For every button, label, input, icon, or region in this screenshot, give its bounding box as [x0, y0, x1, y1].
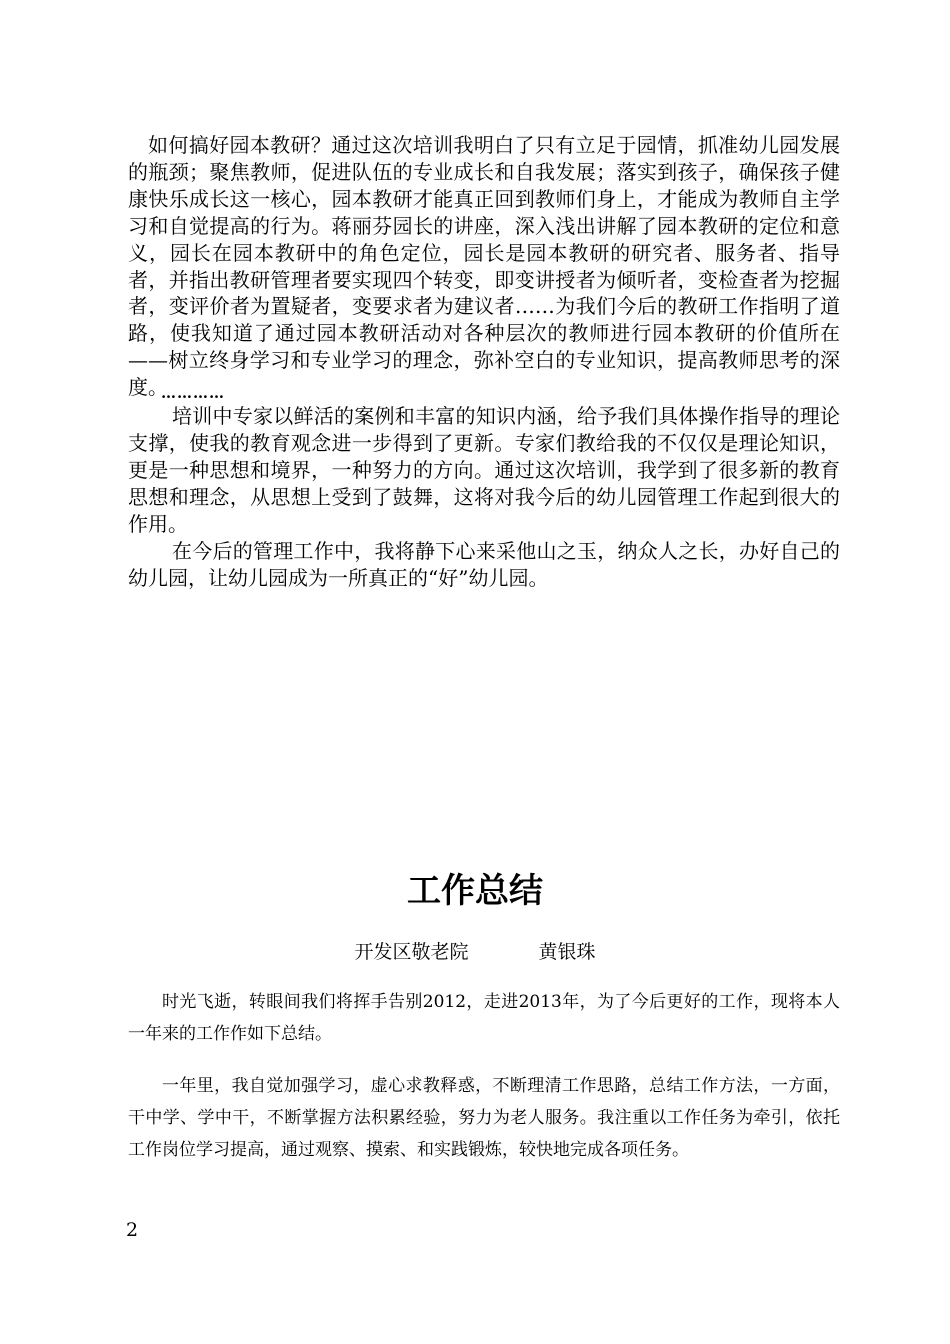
paragraph-kindergarten-research: 如何搞好园本教研？通过这次培训我明白了只有立足于园情，抓准幼儿园发展的瓶颈；聚焦教师，促进队伍的专业成长和自我发展；落实到孩子，确保孩子健康快乐成长这一核心，园本教研才能真正回到教师们身上，才能成为教师自主学习和自觉提高的行为。蒋丽芬园长的讲座，深入浅出讲解了园本教研的定位和意义，园长在园本教研中的角色定位，园长是园本教研的研究者、服务者、指导者，并指出教研管理者要实现四个转变，即变讲授者为倾听者，变检查者为挖掘者，变评价者为置疑者，变要求者为建议者……为我们今后的教研工作指明了道路，使我知道了通过园本教研活动对各种层次的教师进行园本教研的价值所在——树立终身学习和专业学习的理念，弥补空白的专业知识，提高教师思考的深度。 [128, 133, 840, 400]
paragraph-training-experts: 培训中专家以鲜活的案例和丰富的知识内涵，给予我们具体操作指导的理论支撑，使我的教育观念进一步得到了更新。专家们教给我的不仅仅是理论知识，更是一种思想和境界，一种努力的方向。通过这次培训，我学到了很多新的教育思想和理念，从思想上受到了鼓舞，这将对我今后的幼儿园管理工作起到很大的作用。 [128, 404, 840, 536]
author-name: 黄银珠 [538, 941, 596, 963]
paragraph-summary-intro: 时光飞逝，转眼间我们将挥手告别2012，走进2013年，为了今后更好的工作，现将本人一年来的工作作如下总结。 [128, 992, 840, 1044]
training-text-block [128, 403, 840, 592]
paragraph-summary-learning: 一年里，我自觉加强学习，虚心求教释惑，不断理清工作思路，总结工作方法，一方面，干中学、学中干，不断掌握方法积累经验，努力为老人服务。我注重以工作任务为牵引，依托工作岗位学习提高，通过观察、摸索、和实践锻炼，较快地完成各项任务。 [128, 1076, 840, 1160]
organization-name: 开发区敬老院 [354, 941, 469, 963]
paragraph-future-management: 在今后的管理工作中，我将静下心来采他山之玉，纳众人之长，办好自己的幼儿园，让幼儿园成为一所真正的“好”幼儿园。 [128, 539, 840, 590]
page-number: 2 [126, 1219, 139, 1241]
reflection-text-block [128, 132, 840, 401]
author-byline [0, 937, 950, 967]
summary-text-block [128, 986, 840, 1166]
ellipsis-line: ………… [161, 384, 225, 402]
document-title: 工作总结 [407, 871, 543, 911]
